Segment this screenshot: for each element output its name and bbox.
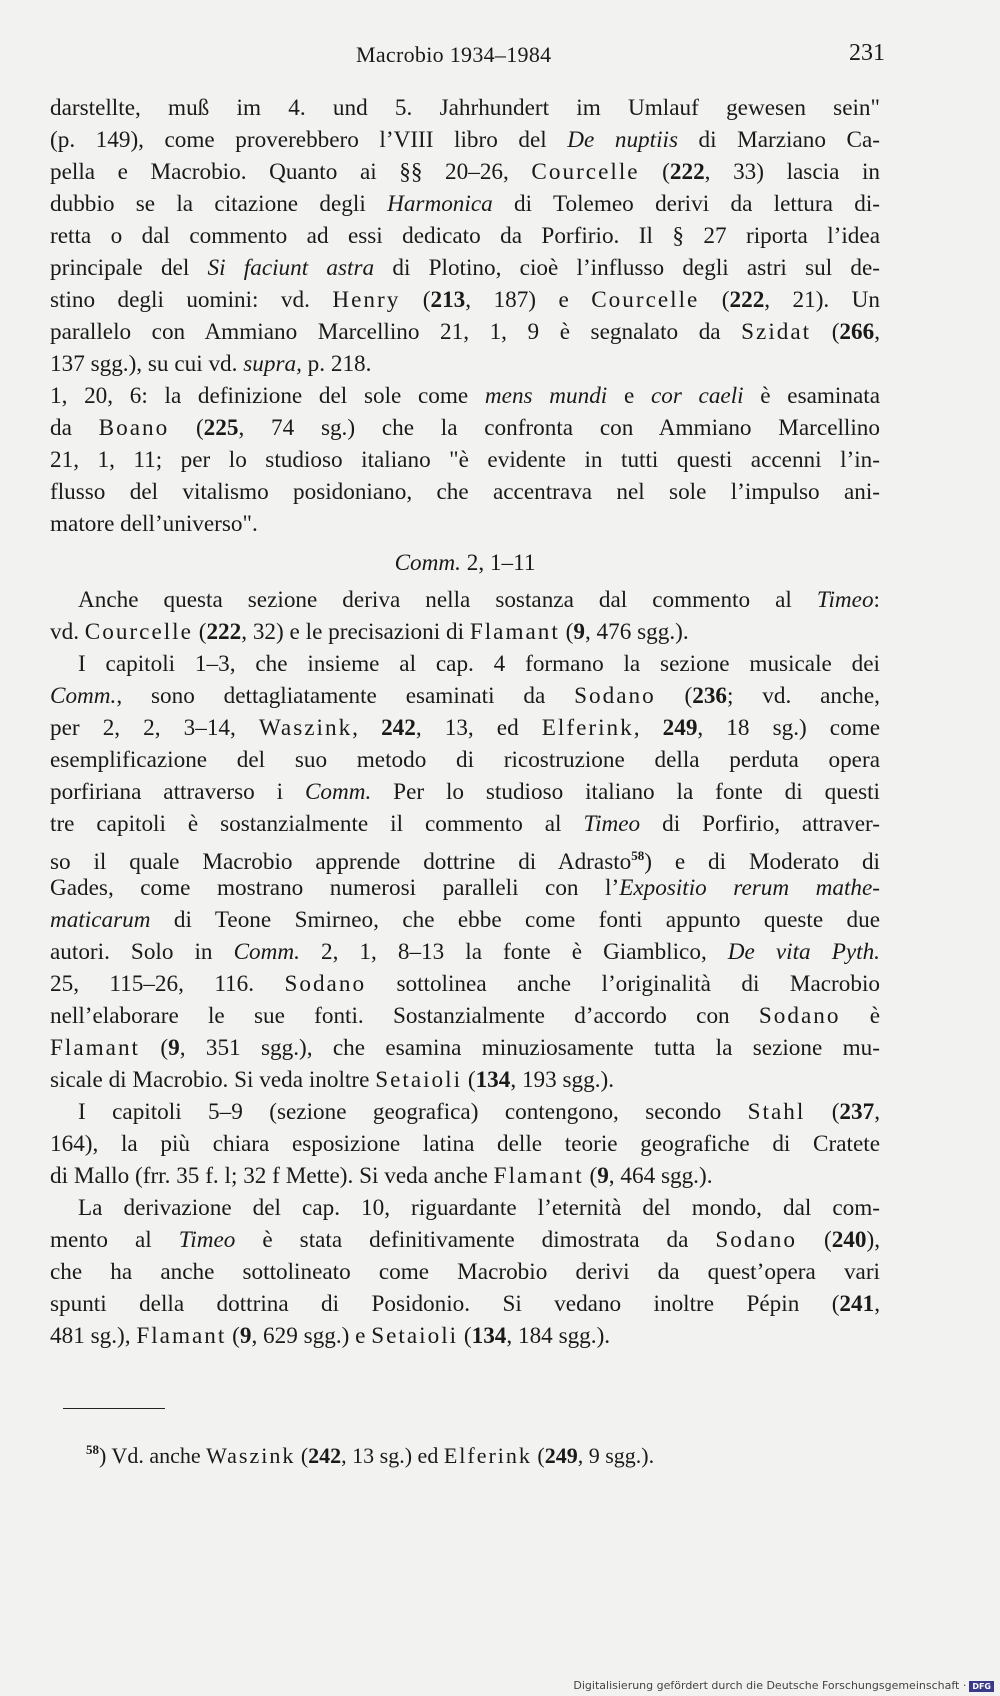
text-line: Flamant (9, 351 sgg.), che esamina minuziosamente tutta la sezione mu- (50, 1035, 880, 1061)
text-line: 164), la più chiara esposizione latina delle teorie geografiche di Cratete (50, 1131, 880, 1157)
author-name: Flamant (469, 619, 560, 645)
text-line: I capitoli 5–9 (sezione geografica) contengono, secondo Stahl (237, (78, 1099, 880, 1125)
author-name: Sodano (284, 971, 367, 997)
author-name: Boano (98, 415, 170, 441)
text-line: autori. Solo in Comm. 2, 1, 8–13 la fonte è Giamblico, De vita Pyth. (50, 939, 880, 965)
text-line: flusso del vitalismo posidoniano, che accentrava nel sole l’impulso ani- (50, 479, 880, 505)
text-line: esemplificazione del suo metodo di ricostruzione della perduta opera (50, 747, 880, 773)
text-line: Anche questa sezione deriva nella sostanza dal commento al Timeo: (78, 587, 880, 613)
text-line: 21, 1, 11; per lo studioso italiano "è evidente in tutti questi accenni l’in- (50, 447, 880, 473)
text-line: retta o dal commento ad essi dedicato da Porfirio. Il § 27 riporta l’idea (50, 223, 880, 249)
text-line: I capitoli 1–3, che insieme al cap. 4 formano la sezione musicale dei (78, 651, 880, 677)
text-line: per 2, 2, 3–14, Waszink, 242, 13, ed Elferink, 249, 18 sg.) come (50, 715, 881, 741)
author-name: Sodano (758, 1003, 841, 1029)
author-name: Setaioli (375, 1067, 463, 1093)
text-line: darstellte, muß im 4. und 5. Jahrhundert im Umlauf gewesen sein" (50, 95, 880, 121)
text-line: porfiriana attraverso i Comm. Per lo studioso italiano la fonte di questi (50, 779, 880, 805)
author-name: Waszink (206, 1443, 296, 1468)
main-text (50, 92, 880, 1352)
running-title: Macrobio 1934–1984 (356, 42, 552, 67)
text-line: 25, 115–26, 116. Sodano sottolinea anche l’originalità di Macrobio (50, 971, 880, 997)
author-name: Henry (332, 287, 401, 313)
author-name: Pépin (746, 1291, 800, 1317)
author-name: Szidat (741, 319, 812, 345)
author-name: Elferink (541, 715, 634, 741)
author-name: Flamant (50, 1035, 140, 1061)
author-name: Flamant (136, 1323, 227, 1349)
text-line: Gades, come mostrano numerosi paralleli con l’Expositio rerum mathe- (50, 875, 880, 901)
text-line: mento al Timeo è stata definitivamente dimostrata da Sodano (240), (50, 1227, 880, 1253)
text-line: La derivazione del cap. 10, riguardante l’eternità del mondo, dal com- (78, 1195, 880, 1221)
section-heading: Comm. 2, 1–11 (394, 550, 536, 576)
text-line: principale del Si faciunt astra di Plotino, cioè l’influsso degli astri sul de- (50, 255, 880, 281)
text-line: nell’elaborare le sue fonti. Sostanzialmente d’accordo con Sodano è (50, 1003, 880, 1029)
text-line: maticarum di Teone Smirneo, che ebbe come fonti appunto queste due (50, 907, 880, 933)
footnote: $^{58}$) Vd. anche Waszink (242, 13 sg.) ed Elferink (249, 9 sgg.). (86, 1442, 655, 1468)
text-line: sicale di Macrobio. Si veda inoltre Setaioli (134, 193 sgg.). (50, 1067, 615, 1093)
author-name: Courcelle (84, 619, 193, 645)
text-line: (p. 149), come proverebbero l’VIII libro del De nuptiis di Marziano Ca- (50, 127, 880, 153)
text-line: Comm., sono dettagliatamente esaminati da Sodano (236; vd. anche, (50, 683, 880, 709)
author-name: Flamant (493, 1163, 584, 1189)
author-name: Stahl (747, 1099, 806, 1125)
author-name: Sodano (715, 1227, 797, 1253)
text-line: tre capitoli è sostanzialmente il commento al Timeo di Porfirio, attraver- (50, 811, 880, 837)
text-line: 481 sg.), Flamant (9, 629 sgg.) e Setaioli (134, 184 sgg.). (50, 1323, 611, 1349)
text-line: stino degli uomini: vd. Henry (213, 187) e Courcelle (222, 21). Un (50, 287, 881, 313)
text-line: spunti della dottrina di Posidonio. Si vedano inoltre Pépin (241, (50, 1291, 880, 1317)
text-line: di Mallo (frr. 35 f. l; 32 f Mette). Si veda anche Flamant (9, 464 sgg.). (50, 1163, 713, 1189)
text-line: da Boano (225, 74 sg.) che la confronta con Ammiano Marcellino (50, 415, 880, 441)
author-name: Elferink (443, 1443, 532, 1468)
author-name: Waszink (258, 715, 353, 741)
author-name: Sodano (574, 683, 656, 709)
footnote-reference: 58 (631, 848, 645, 863)
running-head (0, 38, 1000, 72)
text-line: che ha anche sottolineato come Macrobio derivi da quest’opera vari (50, 1259, 880, 1285)
author-name: Courcelle (591, 287, 700, 313)
dfg-logo: DFG (969, 1681, 994, 1692)
text-line: matore dell’universo". (50, 511, 258, 537)
text-line: vd. Courcelle (222, 32) e le precisazioni di Flamant (9, 476 sgg.). (50, 619, 689, 645)
page-number: 231 (849, 40, 885, 66)
text-line: 137 sgg.), su cui vd. supra, p. 218. (50, 351, 372, 377)
text-line: dubbio se la citazione degli Harmonica di Tolemeo derivi da lettura di- (50, 191, 880, 217)
text-line: pella e Macrobio. Quanto ai §§ 20–26, Courcelle (222, 33) lascia in (50, 159, 880, 185)
text-line: parallelo con Ammiano Marcellino 21, 1, 9 è segnalato da Szidat (266, (50, 319, 880, 345)
author-name: Setaioli (371, 1323, 459, 1349)
footnote-marker: 58 (86, 1442, 99, 1457)
text-line: so il quale Macrobio apprende dottrine di Adrasto$^{58}$) e di Moderato di (50, 848, 881, 875)
text-line: 1, 20, 6: la definizione del sole come mens mundi e cor caeli è esaminata (50, 383, 880, 409)
author-name: Courcelle (531, 159, 640, 185)
digitization-credit: Digitalisierung gefördert durch die Deutsche Forschungsgemeinschaft · DFG (573, 1679, 994, 1692)
footnote-divider (63, 1408, 165, 1409)
